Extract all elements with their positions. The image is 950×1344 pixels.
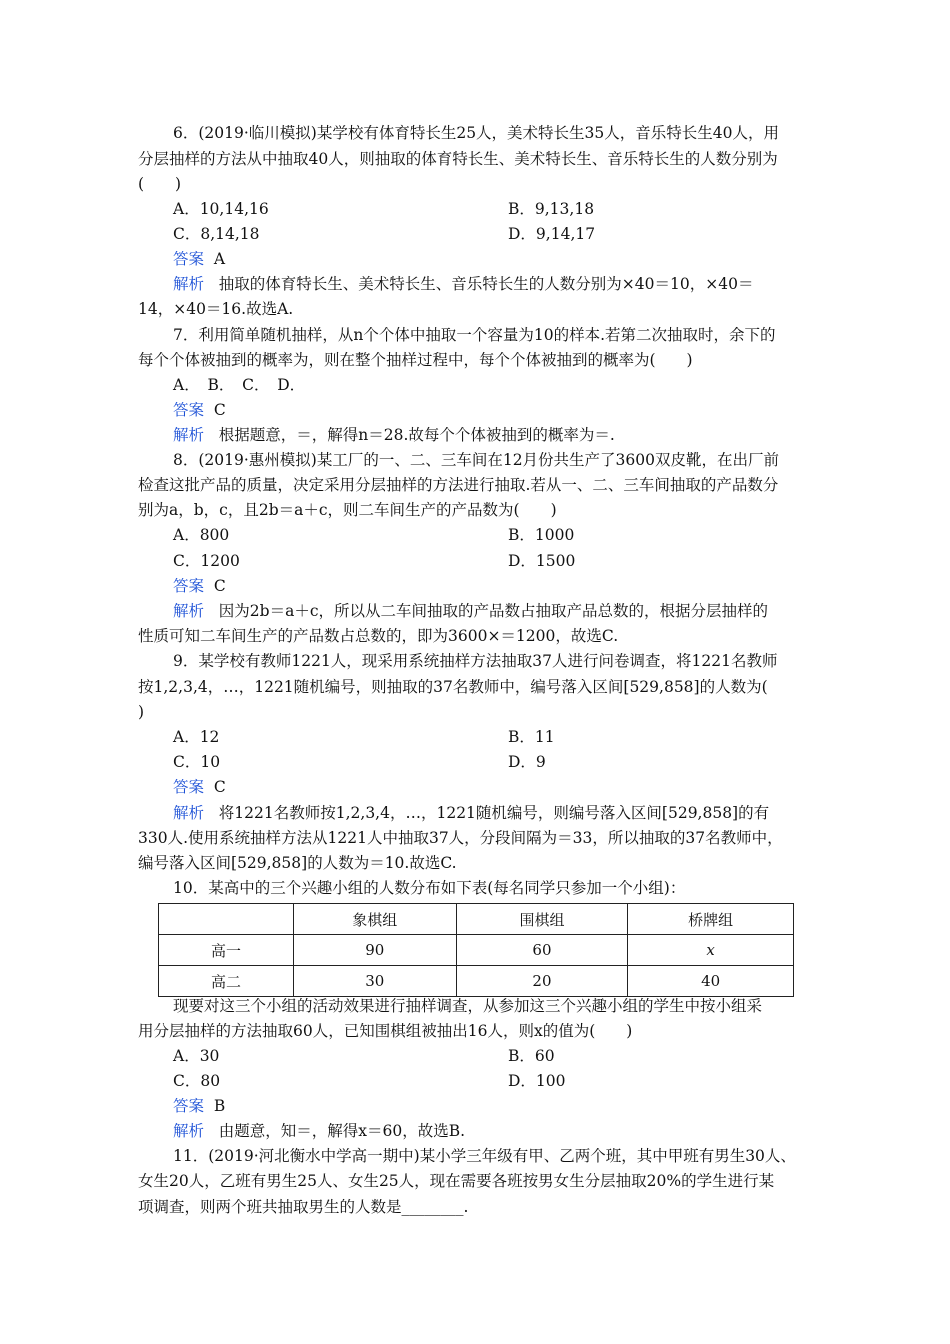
table-cell: 60 xyxy=(456,935,628,966)
q6-option-b: B．9,13,18 xyxy=(508,200,595,218)
answer-label: 答案 xyxy=(173,577,205,595)
table-cell: 30 xyxy=(293,966,456,997)
q6-stem-line2: 分层抽样的方法从中抽取40人，则抽取的体育特长生、美术特长生、音乐特长生的人数分别为 xyxy=(138,150,778,168)
q6-analysis-line1 xyxy=(173,274,753,294)
analysis-text: 抽取的体育特长生、美术特长生、音乐特长生的人数分别为×40＝10，×40＝ xyxy=(218,275,754,293)
table-header-row xyxy=(159,904,794,935)
q9-answer xyxy=(173,777,226,797)
analysis-text: 将1221名教师按1,2,3,4，…，1221随机编号，则编号落入区间[529,858]的有 xyxy=(218,804,770,822)
table-cell: 90 xyxy=(293,935,456,966)
q8-option-d: D．1500 xyxy=(508,552,576,570)
table-cell: 高一 xyxy=(159,935,294,966)
analysis-label: 解析 xyxy=(173,602,205,620)
q9-option-b: B．11 xyxy=(508,728,555,746)
q8-stem-line2: 检查这批产品的质量，决定采用分层抽样的方法进行抽取.若从一、二、三车间抽取的产品数分 xyxy=(138,476,779,494)
q10-option-d: D．100 xyxy=(508,1072,566,1090)
q10-option-c: C．80 xyxy=(173,1072,221,1090)
q11-stem-line1: 11．(2019·河北衡水中学高一期中)某小学三年级有甲、乙两个班，其中甲班有男生30人、 xyxy=(173,1147,796,1165)
q8-stem-line1: 8．(2019·惠州模拟)某工厂的一、二、三车间在12月份共生产了3600双皮靴，在出厂前 xyxy=(173,451,780,469)
q9-stem-line3: ) xyxy=(138,703,145,721)
q6-stem-line1: 6．(2019·临川模拟)某学校有体育特长生25人，美术特长生35人，音乐特长生40人，用 xyxy=(173,124,780,142)
table-cell: 40 xyxy=(628,966,794,997)
q6-answer xyxy=(173,249,225,269)
q9-analysis-line1 xyxy=(173,803,769,823)
analysis-label: 解析 xyxy=(173,804,205,822)
answer-label: 答案 xyxy=(173,250,205,268)
q8-option-b: B．1000 xyxy=(508,526,575,544)
q8-analysis-line2: 性质可知二车间生产的产品数占总数的，即为3600×＝1200，故选C. xyxy=(138,627,619,645)
analysis-text: 由题意，知＝，解得x＝60，故选B. xyxy=(218,1122,466,1140)
q10-stem-line2: 现要对这三个小组的活动效果进行抽样调查，从参加这三个兴趣小组的学生中按小组采 xyxy=(173,997,763,1015)
q9-option-a: A．12 xyxy=(173,728,220,746)
table-cell: 20 xyxy=(456,966,628,997)
q9-analysis-line3: 编号落入区间[529,858]的人数为＝10.故选C. xyxy=(138,854,457,872)
q8-option-a: A．800 xyxy=(173,526,230,544)
q7-options: A． B． C． D． xyxy=(173,376,306,394)
interest-group-table xyxy=(158,903,794,997)
answer-value: C xyxy=(213,401,226,419)
table-header-cell xyxy=(159,904,294,935)
q9-stem-line1: 9．某学校有教师1221人，现采用系统抽样方法抽取37人进行问卷调查，将1221名教师 xyxy=(173,652,778,670)
answer-value: A xyxy=(213,250,226,268)
q11-stem-line2: 女生20人，乙班有男生25人、女生25人，现在需要各班按男女生分层抽取20%的学生进行某 xyxy=(138,1172,775,1190)
q9-option-d: D．9 xyxy=(508,753,546,771)
answer-label: 答案 xyxy=(173,401,205,419)
q10-option-b: B．60 xyxy=(508,1047,555,1065)
q6-analysis-line2: 14，×40＝16.故选A. xyxy=(138,300,294,318)
q10-option-a: A．30 xyxy=(173,1047,220,1065)
table-row xyxy=(159,935,794,966)
table-header-cell: 围棋组 xyxy=(456,904,628,935)
q7-stem-line2: 每个个体被抽到的概率为，则在整个抽样过程中，每个个体被抽到的概率为( ) xyxy=(138,351,693,369)
q10-stem-line3: 用分层抽样的方法抽取60人，已知围棋组被抽出16人，则x的值为( ) xyxy=(138,1022,633,1040)
answer-label: 答案 xyxy=(173,1097,205,1115)
table-row xyxy=(159,966,794,997)
analysis-label: 解析 xyxy=(173,275,205,293)
analysis-text: 根据题意，＝，解得n＝28.故每个个体被抽到的概率为＝. xyxy=(218,426,615,444)
answer-value: C xyxy=(213,778,226,796)
q8-analysis-line1 xyxy=(173,601,768,621)
table-header-cell: 桥牌组 xyxy=(628,904,794,935)
q6-option-c: C．8,14,18 xyxy=(173,225,260,243)
q9-option-c: C．10 xyxy=(173,753,221,771)
q10-answer xyxy=(173,1096,225,1116)
q7-answer xyxy=(173,400,226,420)
q8-answer xyxy=(173,576,226,596)
q6-option-d: D．9,14,17 xyxy=(508,225,596,243)
q8-stem-line3: 别为a，b，c，且2b＝a＋c，则二车间生产的产品数为( ) xyxy=(138,501,557,519)
table-cell: x xyxy=(628,935,794,966)
answer-label: 答案 xyxy=(173,778,205,796)
q7-stem-line1: 7．利用简单随机抽样，从n个个体中抽取一个容量为10的样本.若第二次抽取时，余下的 xyxy=(173,326,776,344)
answer-value: C xyxy=(213,577,226,595)
q8-option-c: C．1200 xyxy=(173,552,240,570)
q9-stem-line2: 按1,2,3,4，…，1221随机编号，则抽取的37名教师中，编号落入区间[529,858]的人数为( xyxy=(138,678,768,696)
q10-stem-line1: 10．某高中的三个兴趣小组的人数分布如下表(每名同学只参加一个小组)： xyxy=(173,879,686,897)
q6-stem-line3: ( ) xyxy=(138,175,182,193)
table-cell: 高二 xyxy=(159,966,294,997)
q7-analysis-line1 xyxy=(173,425,615,445)
analysis-label: 解析 xyxy=(173,1122,205,1140)
analysis-label: 解析 xyxy=(173,426,205,444)
q6-option-a: A．10,14,16 xyxy=(173,200,269,218)
q11-stem-line3: 项调查，则两个班共抽取男生的人数是________. xyxy=(138,1198,469,1216)
q10-analysis-line1 xyxy=(173,1121,465,1141)
analysis-text: 因为2b＝a＋c，所以从二车间抽取的产品数占抽取产品总数的，根据分层抽样的 xyxy=(218,602,769,620)
q9-analysis-line2: 330人.使用系统抽样方法从1221人中抽取37人，分段间隔为＝33，所以抽取的37名教师中， xyxy=(138,829,783,847)
table-header-cell: 象棋组 xyxy=(293,904,456,935)
answer-value: B xyxy=(213,1097,226,1115)
